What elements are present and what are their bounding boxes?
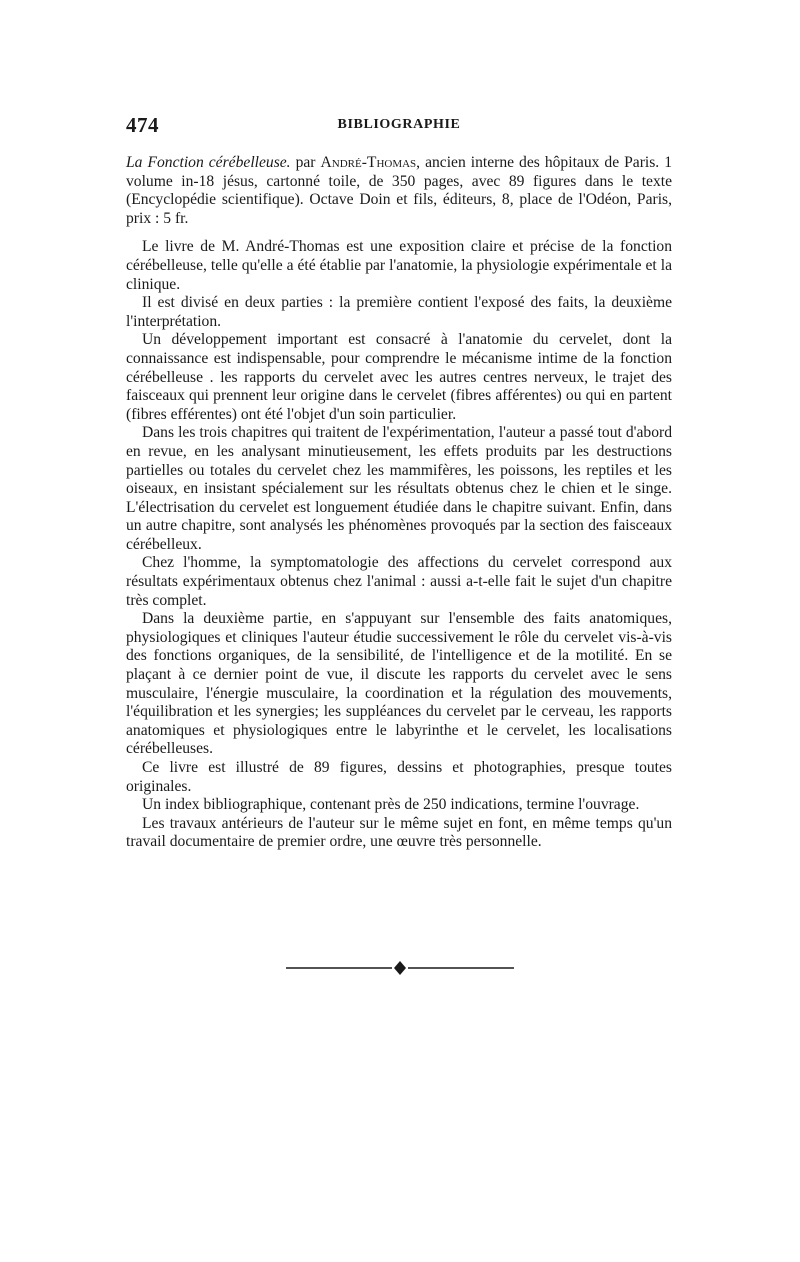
paragraph: Un développement important est consacré à l'anatomie du cervelet, dont la connaissance est indispensable, pour comprendre le mécanisme intime de la fonction cérébelleuse . les rapports du cervelet avec les autres centres nerveux, le trajet des faisceaux qui prennent leur origine dans le cervelet (fibres afférentes) ou qui en partent (fibres efférentes) ont été l'objet d'un soin particulier. bbox=[126, 331, 672, 423]
author-name: André-Thomas, bbox=[320, 154, 421, 171]
bibliographic-citation bbox=[126, 154, 672, 228]
citation-details: ancien interne des hôpitaux de Paris. 1 volume in-18 jésus, cartonné toile, de 350 pages, avec 89 figures dans le texte (Encyclopédie scientifique). Octave Doin et fils, éditeurs, 8, place de l'Odéon, Paris, prix : 5 fr. bbox=[126, 154, 673, 227]
work-title: La Fonction cérébelleuse. bbox=[126, 154, 291, 171]
paragraph: Un index bibliographique, contenant près de 250 indications, termine l'ouvrage. bbox=[142, 796, 640, 814]
paragraph: Il est divisé en deux parties : la première contient l'exposé des faits, la deuxième l'interprétation. bbox=[126, 294, 672, 330]
citation-by: par bbox=[290, 154, 321, 171]
paragraph: Dans la deuxième partie, en s'appuyant sur l'ensemble des faits anatomiques, physiologiques et cliniques l'auteur étudie successivement le rôle du cervelet vis-à-vis des fonctions organiques, de la sensibilité, de l'intelligence et de la motilité. En se plaçant à ce dernier point de vue, il discute les rapports du cervelet avec le sens musculaire, l'énergie musculaire, la coordination et la régulation des mouvements, l'équilibration et les synergies; les suppléances du cervelet par le cerveau, les rapports anatomiques et physiologiques entre le labyrinthe et le cervelet, les localisations cérébelleuses. bbox=[126, 610, 672, 758]
paragraph: Chez l'homme, la symptomatologie des affections du cervelet correspond aux résultats expérimentaux obtenus chez l'animal : aussi a-t-elle fait le sujet d'un chapitre très complet. bbox=[126, 554, 672, 609]
review-body bbox=[126, 154, 672, 852]
paragraph: Le livre de M. André-Thomas est une exposition claire et précise de la fonction cérébelleuse, telle qu'elle a été établie par l'anatomie, la physiologie expérimentale et la clinique. bbox=[126, 238, 672, 293]
end-ornament-divider bbox=[284, 958, 516, 978]
paragraph: Dans les trois chapitres qui traitent de l'expérimentation, l'auteur a passé tout d'abord en revue, en les analysant minutieusement, les effets produits par les destructions partielles ou totales du cervelet chez les mammifères, les poissons, les reptiles et les oiseaux, en insistant spécialement sur les résultats obtenus chez le chien et le singe. L'électrisation du cervelet est longuement étudiée dans le chapitre suivant. Enfin, dans un autre chapitre, sont analysés les phénomènes provoqués par la section des faisceaux cérébelleux. bbox=[126, 424, 672, 553]
paragraph: Ce livre est illustré de 89 figures, dessins et photographies, presque toutes originales. bbox=[126, 759, 672, 795]
page-number: 474 bbox=[126, 113, 159, 137]
running-title: BIBLIOGRAPHIE bbox=[337, 117, 461, 132]
page-header bbox=[126, 113, 672, 139]
paragraph: Les travaux antérieurs de l'auteur sur le même sujet en font, en même temps qu'un travail documentaire de premier ordre, une œuvre très personnelle. bbox=[126, 814, 672, 851]
